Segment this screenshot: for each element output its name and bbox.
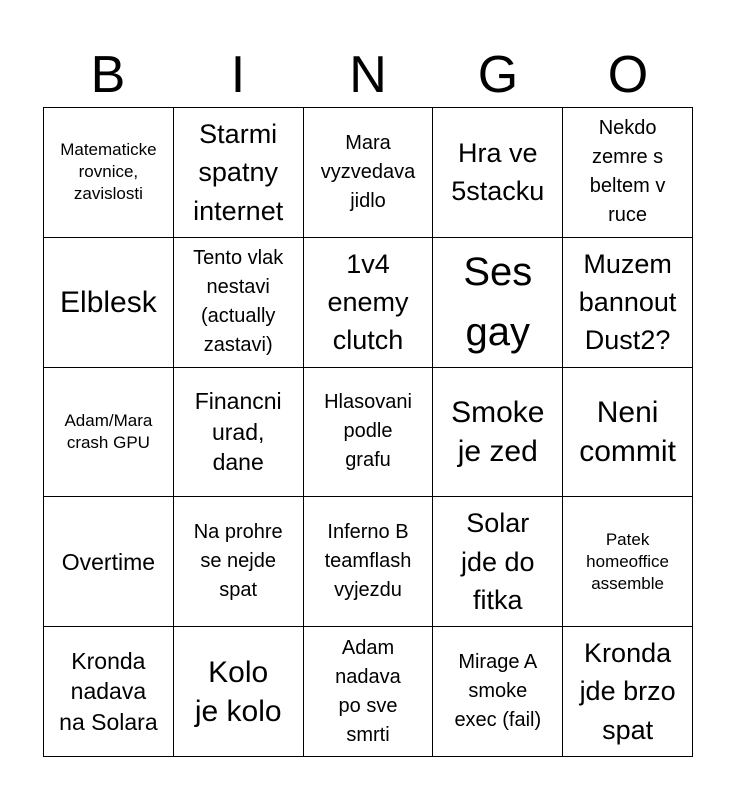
bingo-cell-text: Inferno B teamflash vyjezdu bbox=[324, 521, 412, 602]
bingo-cell[interactable] bbox=[174, 108, 304, 238]
bingo-cell-text: Solar jde do fitka bbox=[461, 508, 535, 615]
bingo-cell-text: Hra ve 5stacku bbox=[451, 138, 545, 207]
bingo-cell-text: Kolo je kolo bbox=[194, 655, 282, 728]
bingo-cell-text: Tento vlak nestavi (actually zastavi) bbox=[193, 247, 284, 357]
bingo-cell-text: Adam/Mara crash GPU bbox=[64, 410, 153, 452]
bingo-cell[interactable] bbox=[563, 497, 693, 627]
bingo-cell[interactable] bbox=[44, 108, 174, 238]
bingo-cell[interactable] bbox=[433, 238, 563, 368]
bingo-cell[interactable] bbox=[433, 108, 563, 238]
header-letter-g: G bbox=[477, 46, 519, 104]
bingo-cell[interactable] bbox=[304, 238, 434, 368]
bingo-cell-text: Neni commit bbox=[579, 395, 676, 468]
bingo-cell[interactable] bbox=[174, 368, 304, 498]
bingo-cell-text: Matematicke rovnice, zavislosti bbox=[60, 140, 157, 204]
bingo-cell[interactable] bbox=[563, 108, 693, 238]
bingo-cell-text: Overtime bbox=[61, 548, 156, 575]
header-letter-o: O bbox=[607, 46, 649, 104]
bingo-cell[interactable] bbox=[174, 238, 304, 368]
bingo-cell[interactable] bbox=[563, 627, 693, 757]
header-letter-i: I bbox=[230, 46, 246, 104]
bingo-cell-text: Muzem bannout Dust2? bbox=[578, 248, 677, 356]
bingo-cell[interactable] bbox=[174, 497, 304, 627]
bingo-cell-text: Mirage A smoke exec (fail) bbox=[454, 651, 542, 732]
bingo-cell-text: Mara vyzvedava jidlo bbox=[320, 131, 416, 212]
bingo-cell-text: Financni urad, dane bbox=[194, 388, 282, 476]
bingo-cell[interactable] bbox=[44, 368, 174, 498]
bingo-cell-text: Patek homeoffice assemble bbox=[586, 529, 670, 593]
bingo-board bbox=[43, 107, 693, 757]
bingo-cell-text: Starmi spatny internet bbox=[193, 118, 284, 226]
bingo-cell-text: Nekdo zemre s beltem v ruce bbox=[589, 117, 666, 227]
bingo-cell[interactable] bbox=[563, 238, 693, 368]
bingo-cell[interactable] bbox=[304, 108, 434, 238]
bingo-cell[interactable] bbox=[433, 368, 563, 498]
bingo-header bbox=[43, 42, 693, 108]
bingo-cell-text: Adam nadava po sve smrti bbox=[335, 636, 401, 746]
bingo-cell[interactable] bbox=[433, 497, 563, 627]
bingo-cell-text: 1v4 enemy clutch bbox=[327, 248, 409, 356]
bingo-cell[interactable] bbox=[174, 627, 304, 757]
bingo-cell-text: Kronda jde brzo spat bbox=[579, 638, 676, 745]
header-letter-b: B bbox=[90, 46, 126, 104]
bingo-cell[interactable] bbox=[304, 627, 434, 757]
bingo-cell[interactable] bbox=[563, 368, 693, 498]
bingo-cell-text: Ses gay bbox=[463, 250, 533, 355]
bingo-cell-text: Smoke je zed bbox=[451, 395, 545, 468]
header-letter-n: N bbox=[349, 46, 387, 104]
bingo-cell[interactable] bbox=[44, 627, 174, 757]
bingo-cell-text: Na prohre se nejde spat bbox=[193, 521, 283, 602]
bingo-cell[interactable] bbox=[304, 497, 434, 627]
bingo-cell-text: Elblesk bbox=[60, 285, 157, 319]
bingo-cell[interactable] bbox=[44, 497, 174, 627]
bingo-cell[interactable] bbox=[433, 627, 563, 757]
bingo-cell-text: Hlasovani podle grafu bbox=[324, 391, 412, 472]
bingo-cell[interactable] bbox=[44, 238, 174, 368]
bingo-cell-text: Kronda nadava na Solara bbox=[59, 647, 158, 735]
bingo-cell[interactable] bbox=[304, 368, 434, 498]
